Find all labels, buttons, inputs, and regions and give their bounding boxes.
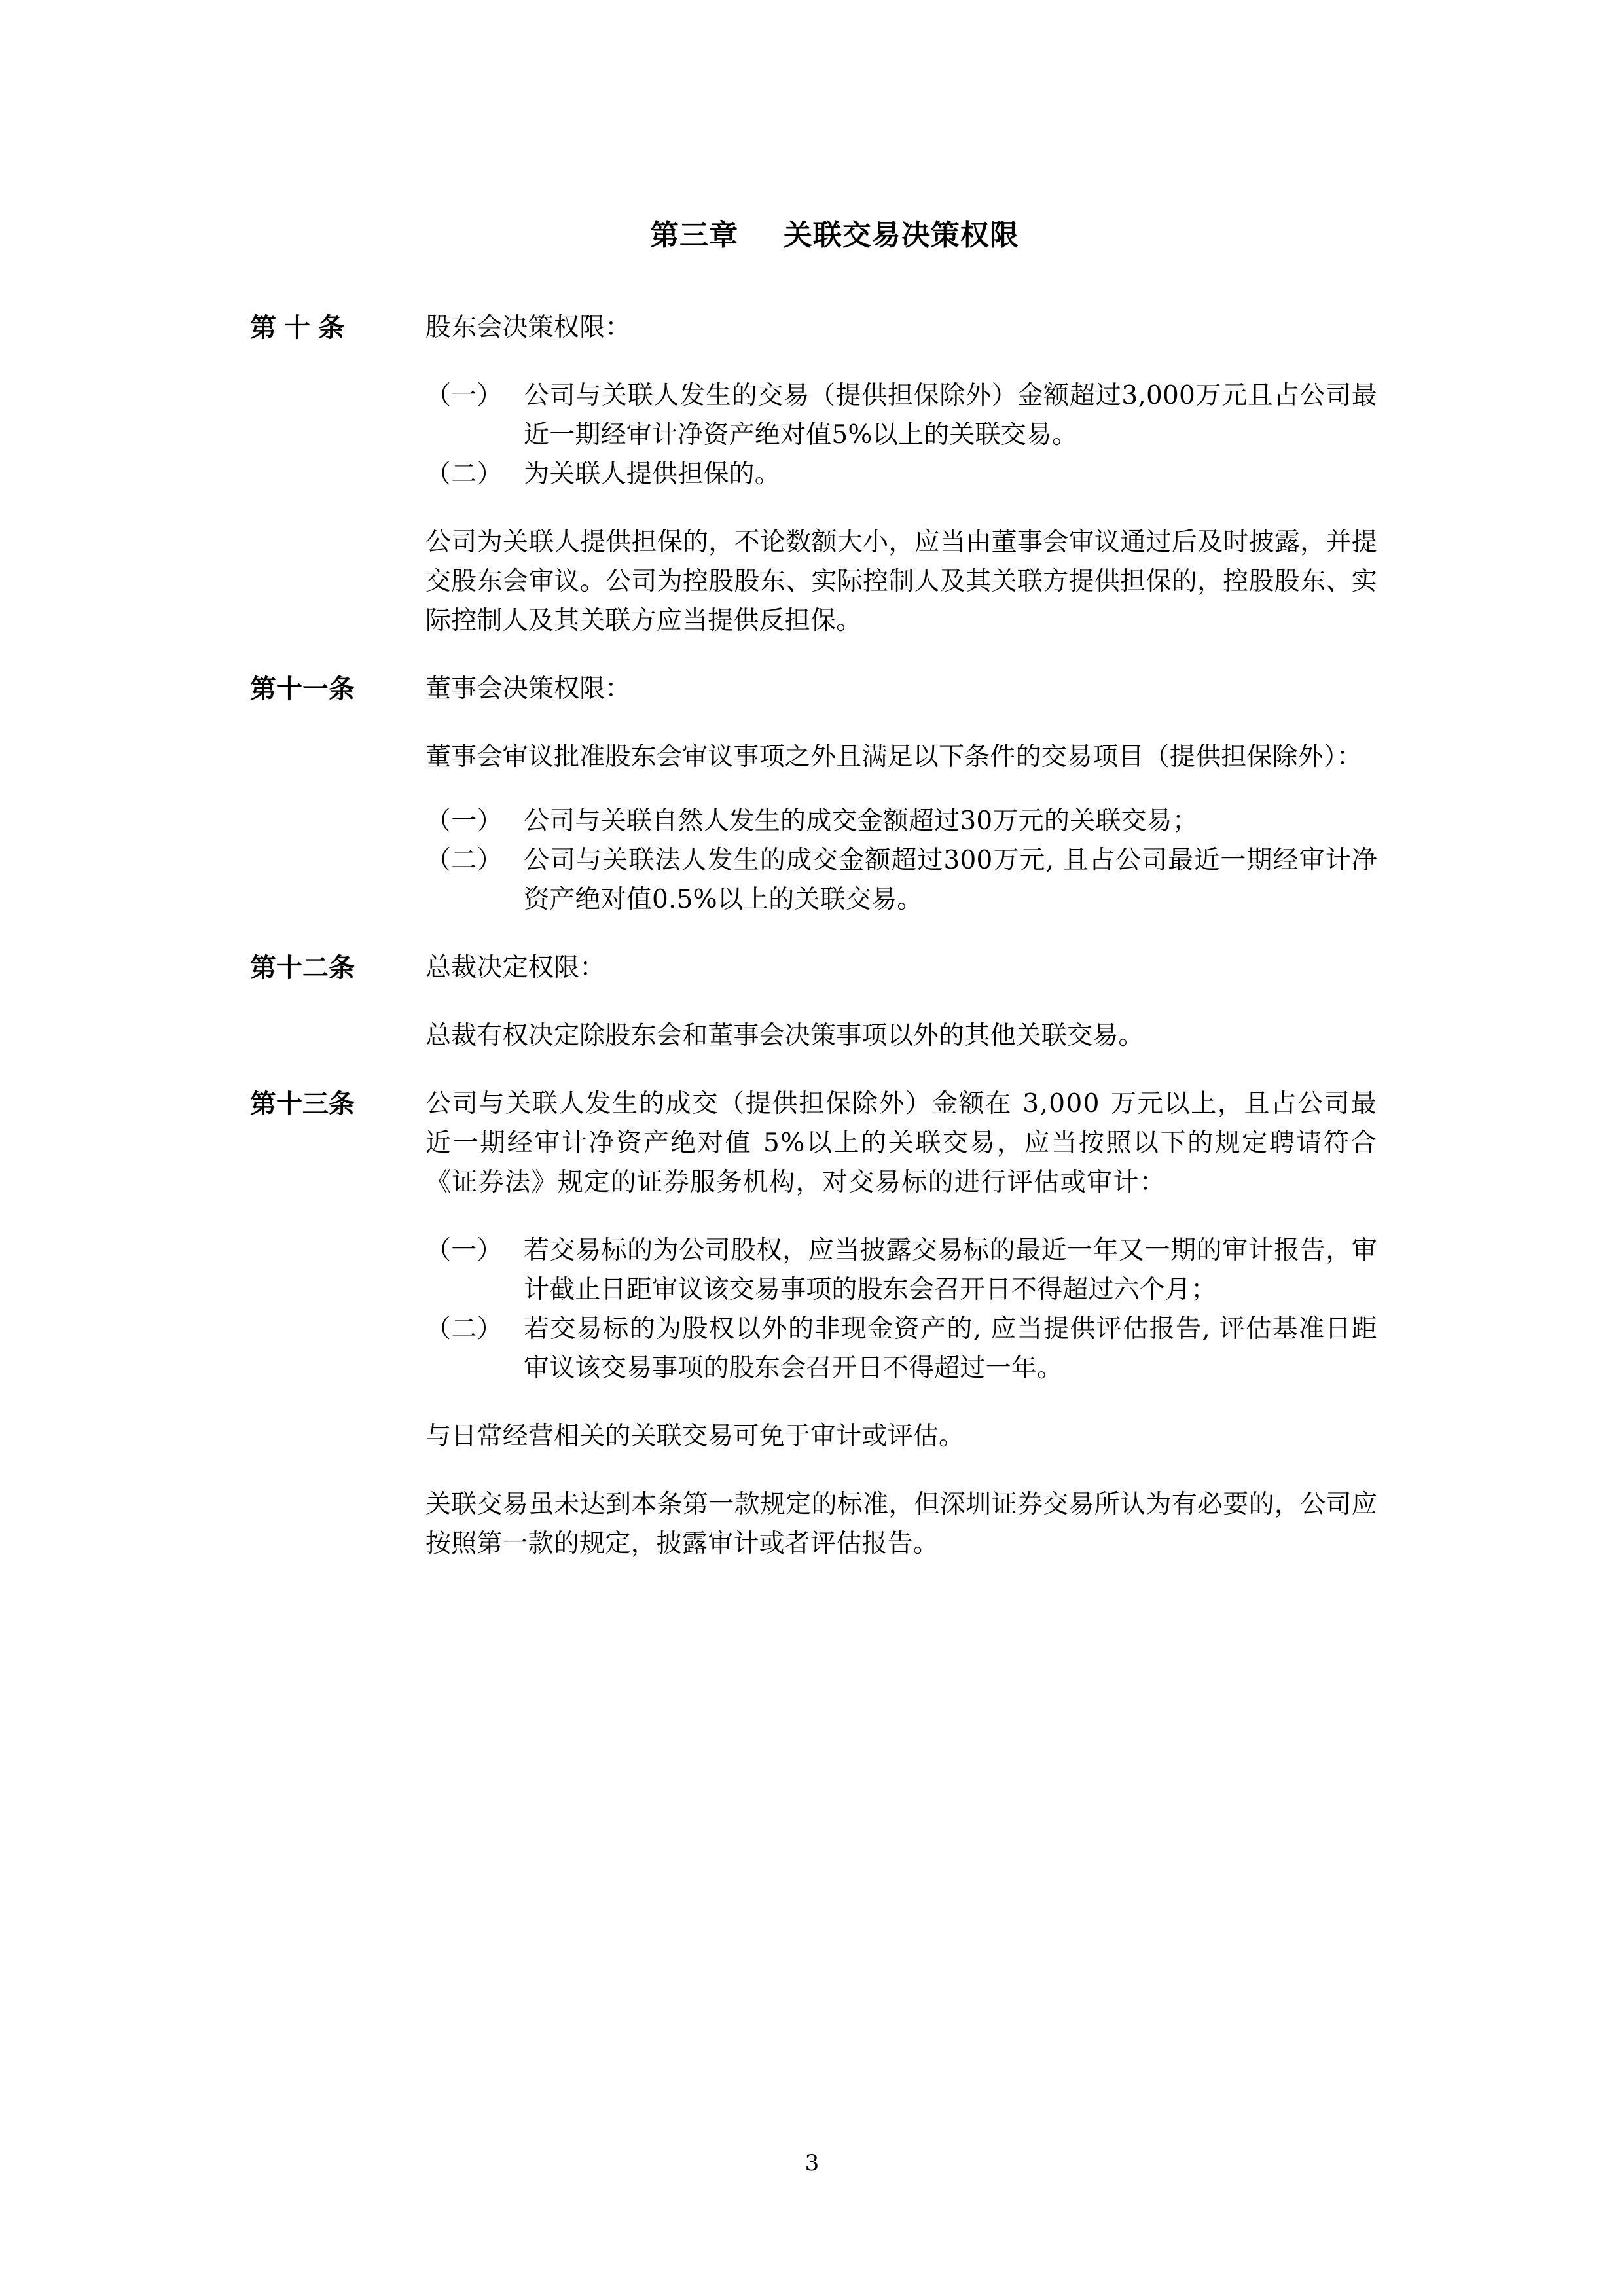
- list-item-marker: （二）: [425, 846, 503, 876]
- list-item-text: 若交易标的为股权以外的非现金资产的, 应当提供评估报告, 评估基准日距审议该交易事项的股东会召开日不得超过一年。: [524, 1314, 1377, 1384]
- article-item-list: [425, 1231, 1377, 1388]
- list-item: [425, 802, 1377, 841]
- page-number: 3: [804, 2150, 820, 2176]
- list-item-text: 公司与关联自然人发生的成交金额超过30万元的关联交易；: [524, 806, 1199, 836]
- article-lead-paragraph: 股东会决策权限：: [425, 313, 631, 343]
- article-item-list: [425, 802, 1377, 920]
- article-lead-paragraph: 董事会决策权限：: [425, 674, 631, 704]
- list-item: [425, 841, 1377, 920]
- chapter-title: [250, 216, 1377, 255]
- article-label: 第十一条: [250, 673, 355, 705]
- list-item-marker: （二）: [425, 459, 503, 490]
- list-item-text: 公司与关联人发生的交易（提供担保除外）金额超过3,000万元且占公司最近一期经审计净资产绝对值5%以上的关联交易。: [524, 381, 1377, 450]
- list-item-marker: （一）: [425, 1236, 503, 1266]
- list-item-text: 为关联人提供担保的。: [524, 459, 781, 490]
- article-body-paragraph: 董事会审议批准股东会审议事项之外且满足以下条件的交易项目（提供担保除外）：: [425, 742, 1362, 772]
- article-trailing-paragraph: 公司为关联人提供担保的，不论数额大小，应当由董事会审议通过后及时披露，并提交股东会审议。公司为控股股东、实际控制人及其关联方提供担保的，控股股东、实际控制人及其关联方应当提供反担保。: [425, 528, 1377, 636]
- article-body-paragraph: 总裁有权决定除股东会和董事会决策事项以外的其他关联交易。: [425, 1021, 1144, 1051]
- list-item-marker: （一）: [425, 806, 503, 836]
- list-item-text: 若交易标的为公司股权，应当披露交易标的最近一年又一期的审计报告，审计截止日距审议该交易事项的股东会召开日不得超过六个月；: [524, 1236, 1377, 1305]
- article-block: [250, 670, 1377, 920]
- chapter-title-text: 关联交易决策权限: [783, 219, 1019, 252]
- list-item: [425, 455, 1377, 494]
- list-item-text: 公司与关联法人发生的成交金额超过300万元, 且占公司最近一期经审计净资产绝对值0.5%以上的关联交易。: [524, 846, 1377, 915]
- chapter-title-number: 第三章: [650, 219, 739, 252]
- list-item: [425, 1310, 1377, 1388]
- article-item-list: [425, 376, 1377, 494]
- article-trailing-paragraph: 与日常经营相关的关联交易可免于审计或评估。: [425, 1422, 965, 1452]
- article-label: 第十二条: [250, 952, 355, 984]
- page-content: [250, 216, 1377, 1564]
- article-block: [250, 948, 1377, 1056]
- article-lead-paragraph: 公司与关联人发生的成交（提供担保除外）金额在 3,000 万元以上，且占公司最近一期经审计净资产绝对值 5%以上的关联交易，应当按照以下的规定聘请符合《证券法》规定的证券服务机构，对交易标的进行评估或审计：: [425, 1089, 1377, 1198]
- list-item: [425, 1231, 1377, 1310]
- article-block: [250, 308, 1377, 641]
- list-item: [425, 376, 1377, 455]
- article-lead-paragraph: 总裁决定权限：: [425, 953, 605, 983]
- article-label: 第十三条: [250, 1088, 355, 1120]
- list-item-marker: （二）: [425, 1314, 503, 1344]
- article-block: [250, 1085, 1377, 1564]
- article-label: 第十条: [250, 312, 352, 344]
- article-trailing-paragraph: 关联交易虽未达到本条第一款规定的标准，但深圳证券交易所认为有必要的，公司应按照第一款的规定，披露审计或者评估报告。: [425, 1490, 1377, 1559]
- list-item-marker: （一）: [425, 381, 503, 411]
